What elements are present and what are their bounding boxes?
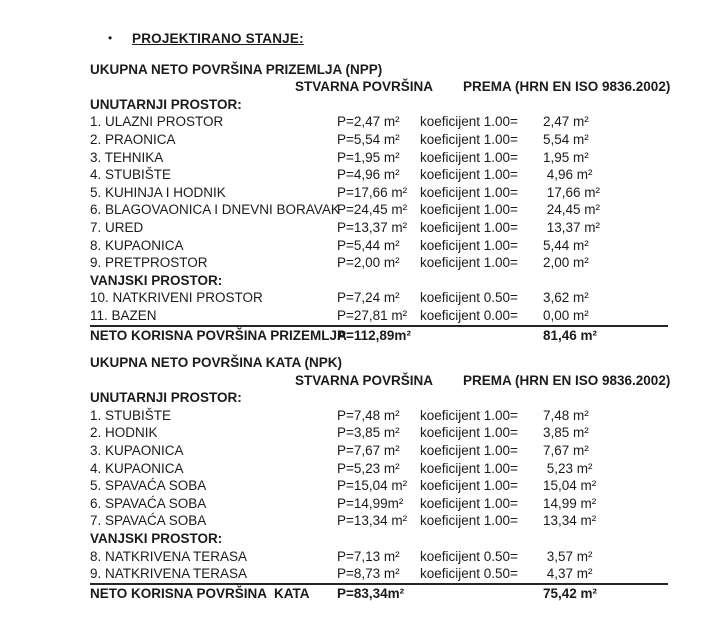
row-area-value: P=13,34 m² bbox=[337, 513, 408, 529]
row-name: 6. SPAVAĆA SOBA bbox=[90, 495, 207, 511]
row-coefficient: koeficijent 1.00= bbox=[420, 131, 518, 147]
col-header-prema-iso: PREMA (HRN EN ISO 9836.2002) bbox=[463, 79, 671, 95]
row-area-value: P=4,96 m² bbox=[337, 167, 400, 183]
section-title: UKUPNA NETO POVRŠINA KATA (NPK) bbox=[90, 355, 343, 371]
page-heading: PROJEKTIRANO STANJE: bbox=[132, 31, 304, 46]
row-area-value: P=13,37 m² bbox=[337, 219, 408, 235]
group-header: VANJSKI PROSTOR: bbox=[90, 531, 223, 547]
heading-line bbox=[108, 30, 712, 48]
row-coefficient: koeficijent 1.00= bbox=[420, 219, 518, 235]
bullet-marker: • bbox=[108, 31, 113, 45]
row-name: 3. KUPAONICA bbox=[90, 443, 184, 459]
row-result-value: 14,99 m² bbox=[543, 495, 597, 511]
section-rows bbox=[90, 96, 668, 327]
row-name: 8. KUPAONICA bbox=[90, 237, 184, 253]
row-result-value: 1,95 m² bbox=[543, 149, 589, 165]
row-name: 10. NATKRIVENI PROSTOR bbox=[90, 290, 263, 306]
row-result-value: 13,37 m² bbox=[543, 219, 601, 235]
table-row bbox=[90, 166, 668, 184]
row-result-value: 4,37 m² bbox=[543, 566, 593, 582]
row-result-value: 5,44 m² bbox=[543, 237, 589, 253]
row-area-value: P=5,44 m² bbox=[337, 237, 400, 253]
table-row bbox=[90, 565, 668, 585]
row-name: 9. NATKRIVENA TERASA bbox=[90, 566, 248, 582]
row-coefficient: koeficijent 1.00= bbox=[420, 149, 518, 165]
row-name: 5. KUHINJA I HODNIK bbox=[90, 184, 226, 200]
table-row bbox=[90, 407, 668, 425]
row-area-value: P=7,67 m² bbox=[337, 443, 400, 459]
row-name: 2. PRAONICA bbox=[90, 131, 176, 147]
row-result-value: 2,00 m² bbox=[543, 255, 589, 271]
row-result-value: 3,85 m² bbox=[543, 425, 589, 441]
row-result-value: 17,66 m² bbox=[543, 184, 601, 200]
row-result-value: 3,62 m² bbox=[543, 290, 589, 306]
row-name: 6. BLAGOVAONICA I DNEVNI BORAVAK bbox=[90, 202, 340, 218]
row-result-value: 7,48 m² bbox=[543, 407, 589, 423]
table-row bbox=[90, 289, 668, 307]
row-coefficient: koeficijent 0.50= bbox=[420, 566, 518, 582]
section-total-row bbox=[90, 327, 668, 345]
row-name: 8. NATKRIVENA TERASA bbox=[90, 548, 248, 564]
table-row bbox=[90, 219, 668, 237]
row-result-value: 15,04 m² bbox=[543, 478, 597, 494]
row-name: 9. PRETPROSTOR bbox=[90, 255, 208, 271]
row-name: 1. STUBIŠTE bbox=[90, 407, 172, 423]
row-name: 7. SPAVAĆA SOBA bbox=[90, 513, 207, 529]
row-coefficient: koeficijent 1.00= bbox=[420, 407, 518, 423]
total-label: NETO KORISNA POVRŠINA PRIZEMLJA bbox=[90, 327, 347, 343]
row-result-value: 2,47 m² bbox=[543, 114, 589, 130]
table-row bbox=[90, 201, 668, 219]
row-coefficient: koeficijent 1.00= bbox=[420, 513, 518, 529]
row-area-value: P=17,66 m² bbox=[337, 184, 408, 200]
row-result-value: 24,45 m² bbox=[543, 202, 601, 218]
table-row bbox=[90, 254, 668, 272]
section-rows bbox=[90, 389, 668, 585]
row-coefficient: koeficijent 1.00= bbox=[420, 255, 518, 271]
row-coefficient: koeficijent 1.00= bbox=[420, 167, 518, 183]
row-result-value: 4,96 m² bbox=[543, 167, 593, 183]
row-name: 2. HODNIK bbox=[90, 425, 158, 441]
row-area-value: P=5,54 m² bbox=[337, 131, 400, 147]
table-row bbox=[90, 149, 668, 167]
total-area-value: P=112,89m² bbox=[337, 327, 411, 343]
section-total-row bbox=[90, 585, 668, 603]
table-row bbox=[90, 460, 668, 478]
row-name: 3. TEHNIKA bbox=[90, 149, 164, 165]
table-row bbox=[90, 548, 668, 566]
row-area-value: P=5,23 m² bbox=[337, 460, 400, 476]
section-title: UKUPNA NETO POVRŠINA PRIZEMLJA (NPP) bbox=[90, 61, 383, 77]
total-spacer bbox=[420, 585, 543, 603]
row-area-value: P=24,45 m² bbox=[337, 202, 408, 218]
row-result-value: 5,54 m² bbox=[543, 131, 589, 147]
row-result-value: 3,57 m² bbox=[543, 548, 593, 564]
col-header-stvarna-povrsina: STVARNA POVRŠINA bbox=[295, 372, 434, 388]
row-area-value: P=7,24 m² bbox=[337, 290, 400, 306]
row-coefficient: koeficijent 1.00= bbox=[420, 495, 518, 511]
row-area-value: P=27,81 m² bbox=[337, 307, 408, 323]
row-area-value: P=1,95 m² bbox=[337, 149, 400, 165]
row-area-value: P=2,47 m² bbox=[337, 114, 400, 130]
total-spacer bbox=[420, 327, 543, 345]
row-coefficient: koeficijent 1.00= bbox=[420, 114, 518, 130]
table-row bbox=[90, 113, 668, 131]
row-result-value: 13,34 m² bbox=[543, 513, 597, 529]
table-row bbox=[90, 307, 668, 327]
group-header: UNUTARNJI PROSTOR: bbox=[90, 96, 242, 112]
row-name: 5. SPAVAĆA SOBA bbox=[90, 478, 207, 494]
row-area-value: P=2,00 m² bbox=[337, 255, 400, 271]
row-coefficient: koeficijent 1.00= bbox=[420, 425, 518, 441]
table-row bbox=[90, 424, 668, 442]
sections-container bbox=[90, 61, 712, 603]
row-coefficient: koeficijent 1.00= bbox=[420, 460, 518, 476]
table-row bbox=[90, 495, 668, 513]
total-area-value: P=83,34m² bbox=[337, 585, 405, 601]
row-name: 4. KUPAONICA bbox=[90, 460, 184, 476]
table-row bbox=[90, 131, 668, 149]
col-header-stvarna-povrsina: STVARNA POVRŠINA bbox=[295, 79, 434, 95]
total-result-value: 81,46 m² bbox=[543, 327, 598, 343]
row-name: 7. URED bbox=[90, 219, 144, 235]
row-area-value: P=8,73 m² bbox=[337, 566, 400, 582]
row-coefficient: koeficijent 1.00= bbox=[420, 478, 518, 494]
total-label: NETO KORISNA POVRŠINA KATA bbox=[90, 585, 310, 601]
row-coefficient: koeficijent 0.00= bbox=[420, 307, 518, 323]
table-row bbox=[90, 512, 668, 530]
row-coefficient: koeficijent 0.50= bbox=[420, 548, 518, 564]
row-coefficient: koeficijent 1.00= bbox=[420, 237, 518, 253]
row-area-value: P=7,48 m² bbox=[337, 407, 400, 423]
row-area-value: P=7,13 m² bbox=[337, 548, 400, 564]
row-area-value: P=14,99m² bbox=[337, 495, 404, 511]
col-header-prema-iso: PREMA (HRN EN ISO 9836.2002) bbox=[463, 372, 671, 388]
row-coefficient: koeficijent 0.50= bbox=[420, 290, 518, 306]
row-name: 4. STUBIŠTE bbox=[90, 167, 172, 183]
table-row bbox=[90, 237, 668, 255]
row-coefficient: koeficijent 1.00= bbox=[420, 443, 518, 459]
table-row bbox=[90, 442, 668, 460]
row-area-value: P=15,04 m² bbox=[337, 478, 408, 494]
group-header: UNUTARNJI PROSTOR: bbox=[90, 390, 242, 406]
row-name: 11. BAZEN bbox=[90, 307, 157, 323]
row-coefficient: koeficijent 1.00= bbox=[420, 184, 518, 200]
table-row bbox=[90, 184, 668, 202]
table-row bbox=[90, 477, 668, 495]
column-headers-row bbox=[90, 78, 671, 96]
area-section bbox=[90, 61, 671, 345]
row-area-value: P=3,85 m² bbox=[337, 425, 400, 441]
area-section bbox=[90, 354, 671, 602]
row-name: 1. ULAZNI PROSTOR bbox=[90, 114, 224, 130]
group-header: VANJSKI PROSTOR: bbox=[90, 272, 223, 288]
column-headers-row bbox=[90, 372, 671, 390]
total-result-value: 75,42 m² bbox=[543, 585, 598, 601]
row-result-value: 7,67 m² bbox=[543, 443, 589, 459]
row-result-value: 5,23 m² bbox=[543, 460, 593, 476]
row-result-value: 0,00 m² bbox=[543, 307, 589, 323]
row-coefficient: koeficijent 1.00= bbox=[420, 202, 518, 218]
